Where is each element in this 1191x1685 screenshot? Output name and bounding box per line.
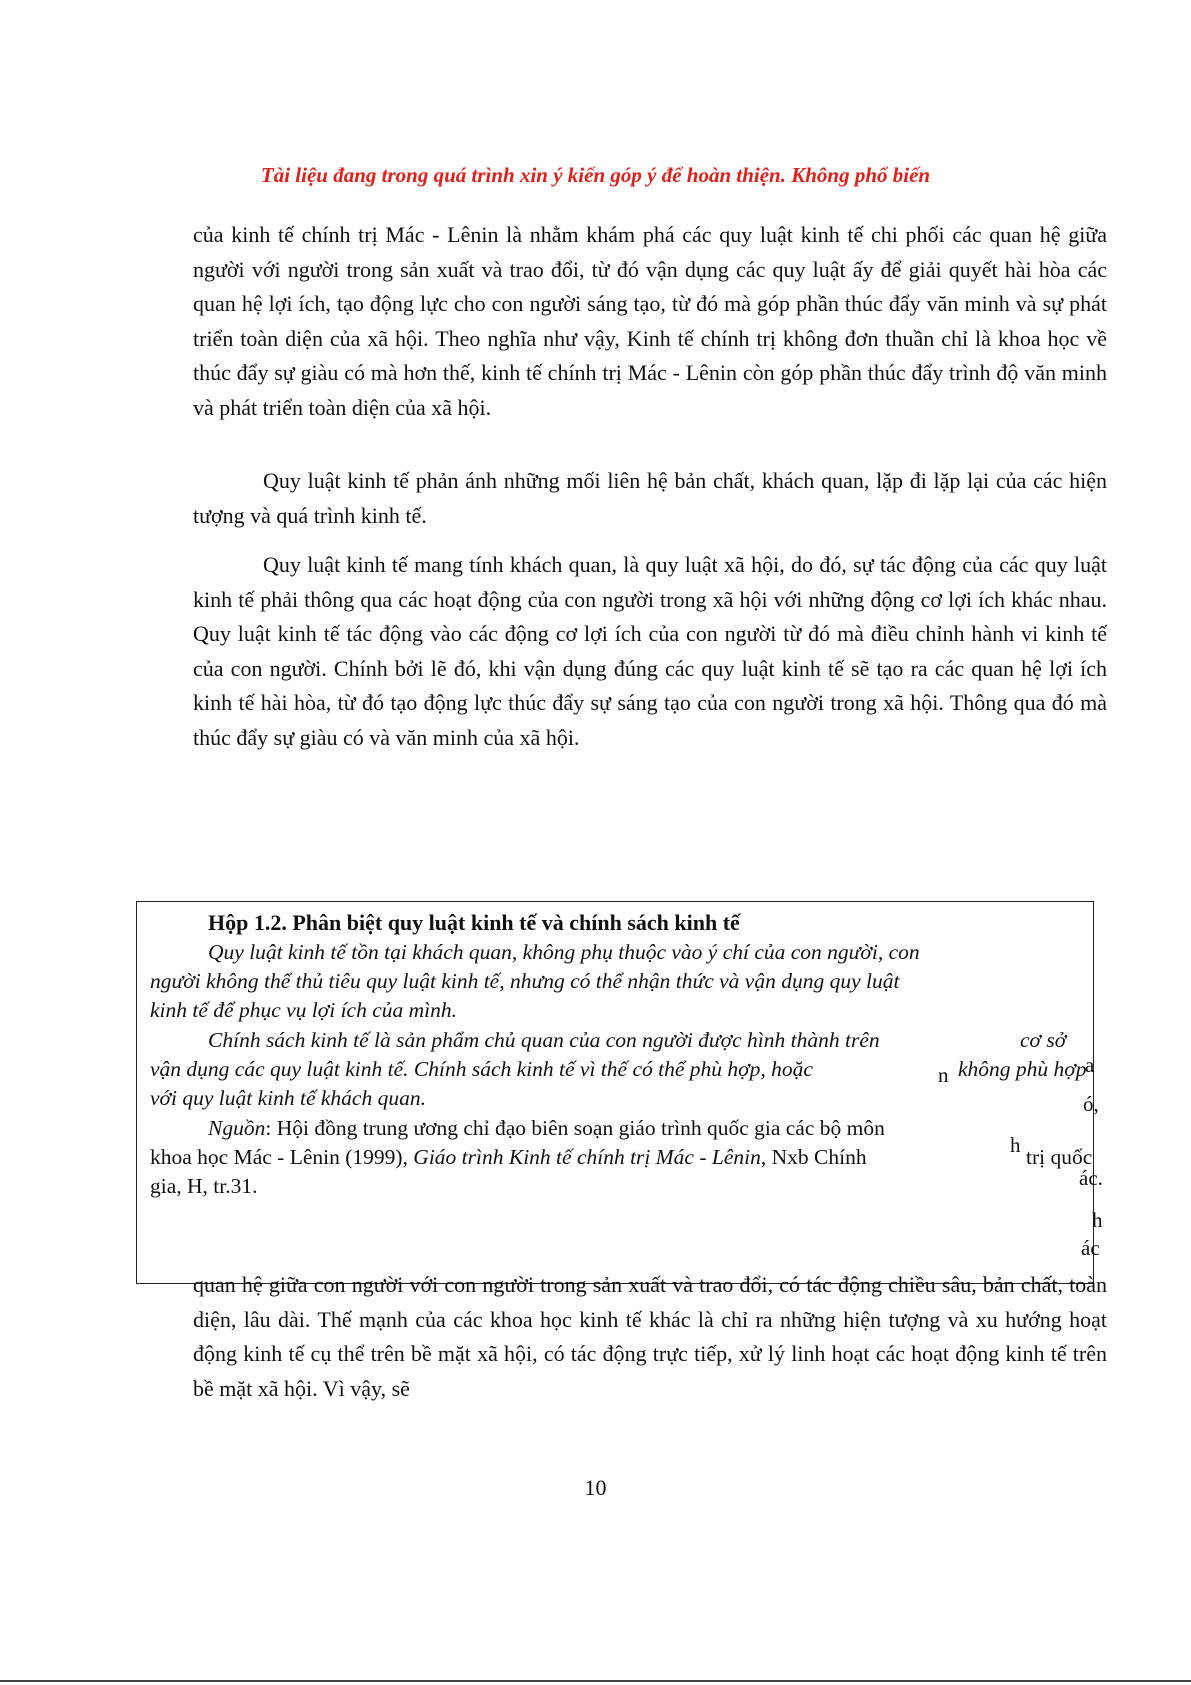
page-number: 10 [584,1475,607,1500]
stray-glyph-h-2: h [1092,1208,1103,1232]
box-source-line-2 [150,1143,867,1171]
source-label: Nguồn [208,1116,266,1140]
source-text-2c: , Nxb Chính [760,1145,867,1169]
body-paragraph-1: của kinh tế chính trị Mác - Lênin là nhằm khám phá các quy luật kinh tế chi phối các quan hệ giữa người với người trong sản xuất và trao đổi, từ đó vận dụng các quy luật ấy để giải quyết hài hòa các quan hệ lợi ích, tạo động lực cho con người sáng tạo, từ đó mà góp phần thúc đẩy văn minh và sự phát triển toàn diện của xã hội. Theo nghĩa như vậy, Kinh tế chính trị không đơn thuần chỉ là khoa học về thúc đẩy sự giàu có mà hơn thế, kinh tế chính trị Mác - Lênin còn góp phần thúc đẩy trình độ văn minh và phát triển toàn diện của xã hội. [193,222,1107,420]
stray-glyph-o: ó, [1083,1092,1099,1116]
box-line-2: người không thể thủ tiêu quy luật kinh tế, nhưng có thể nhận thức và vận dụng quy luật [150,969,900,993]
stray-glyph-h-1: h [1010,1133,1021,1157]
box-line-4-tail: cơ sở [1020,1028,1067,1052]
box-title: Hộp 1.2. Phân biệt quy luật kinh tế và chính sách kinh tế [208,910,740,935]
stray-glyph-ac-2: ác [1081,1236,1100,1260]
box-line-1: Quy luật kinh tế tồn tại khách quan, không phụ thuộc vào ý chí của con người, con [208,940,920,964]
source-text-1: : Hội đồng trung ương chỉ đạo biên soạn giáo trình quốc gia các bộ môn [265,1116,885,1140]
source-text-2a: khoa học Mác - Lênin (1999), [150,1145,414,1169]
stray-glyph-n: n [938,1063,949,1087]
source-book-title: Giáo trình Kinh tế chính trị Mác - Lênin [413,1145,761,1169]
box-source-line-2-tail: trị quốc [1026,1145,1093,1169]
body-paragraph-3: Quy luật kinh tế mang tính khách quan, là quy luật xã hội, do đó, sự tác động của các quy luật kinh tế phải thông qua các hoạt động của con người trong xã hội với những động cơ lợi ích khác nhau. Quy luật kinh tế tác động vào các động cơ lợi ích của con người từ đó mà điều chỉnh hành vi kinh tế của con người. Chính bởi lẽ đó, khi vận dụng đúng các quy luật kinh tế sẽ tạo ra các quan hệ lợi ích kinh tế hài hòa, từ đó tạo động lực thúc đẩy sự sáng tạo của con người trong xã hội. Thông qua đó mà thúc đẩy sự giàu có và văn minh của xã hội. [193,552,1107,750]
stray-glyph-ac-1: ác. [1079,1166,1103,1190]
draft-notice-header: Tài liệu đang trong quá trình xin ý kiến góp ý để hoàn thiện. Không phổ biến [260,163,931,187]
box-line-5-tail: không phù hợp [958,1057,1087,1081]
box-source-line-1 [208,1114,885,1142]
body-paragraph-2: Quy luật kinh tế phản ánh những mối liên hệ bản chất, khách quan, lặp đi lặp lại của các hiện tượng và quá trình kinh tế. [193,468,1107,528]
body-paragraph-4: quan hệ giữa con người với con người trong sản xuất và trao đổi, có tác động chiều sâu, bản chất, toàn diện, lâu dài. Thế mạnh của các khoa học kinh tế khác là chỉ ra những hiện tượng và xu hướng hoạt động kinh tế cụ thể trên bề mặt xã hội, có tác động trực tiếp, xử lý linh hoạt các hoạt động kinh tế trên bề mặt xã hội. Vì vậy, sẽ [193,1272,1107,1401]
bottom-edge-rule [0,1680,1191,1682]
box-source-line-3: gia, H, tr.31. [150,1174,258,1198]
box-line-3: kinh tế để phục vụ lợi ích của mình. [150,998,458,1022]
box-line-5: vận dụng các quy luật kinh tế. Chính sách kinh tế vì thế có thể phù hợp, hoặc [150,1057,813,1081]
box-line-6: với quy luật kinh tế khách quan. [150,1086,426,1110]
box-line-4: Chính sách kinh tế là sản phẩm chủ quan của con người được hình thành trên [208,1028,880,1052]
stray-glyph-a: a [1085,1053,1095,1077]
